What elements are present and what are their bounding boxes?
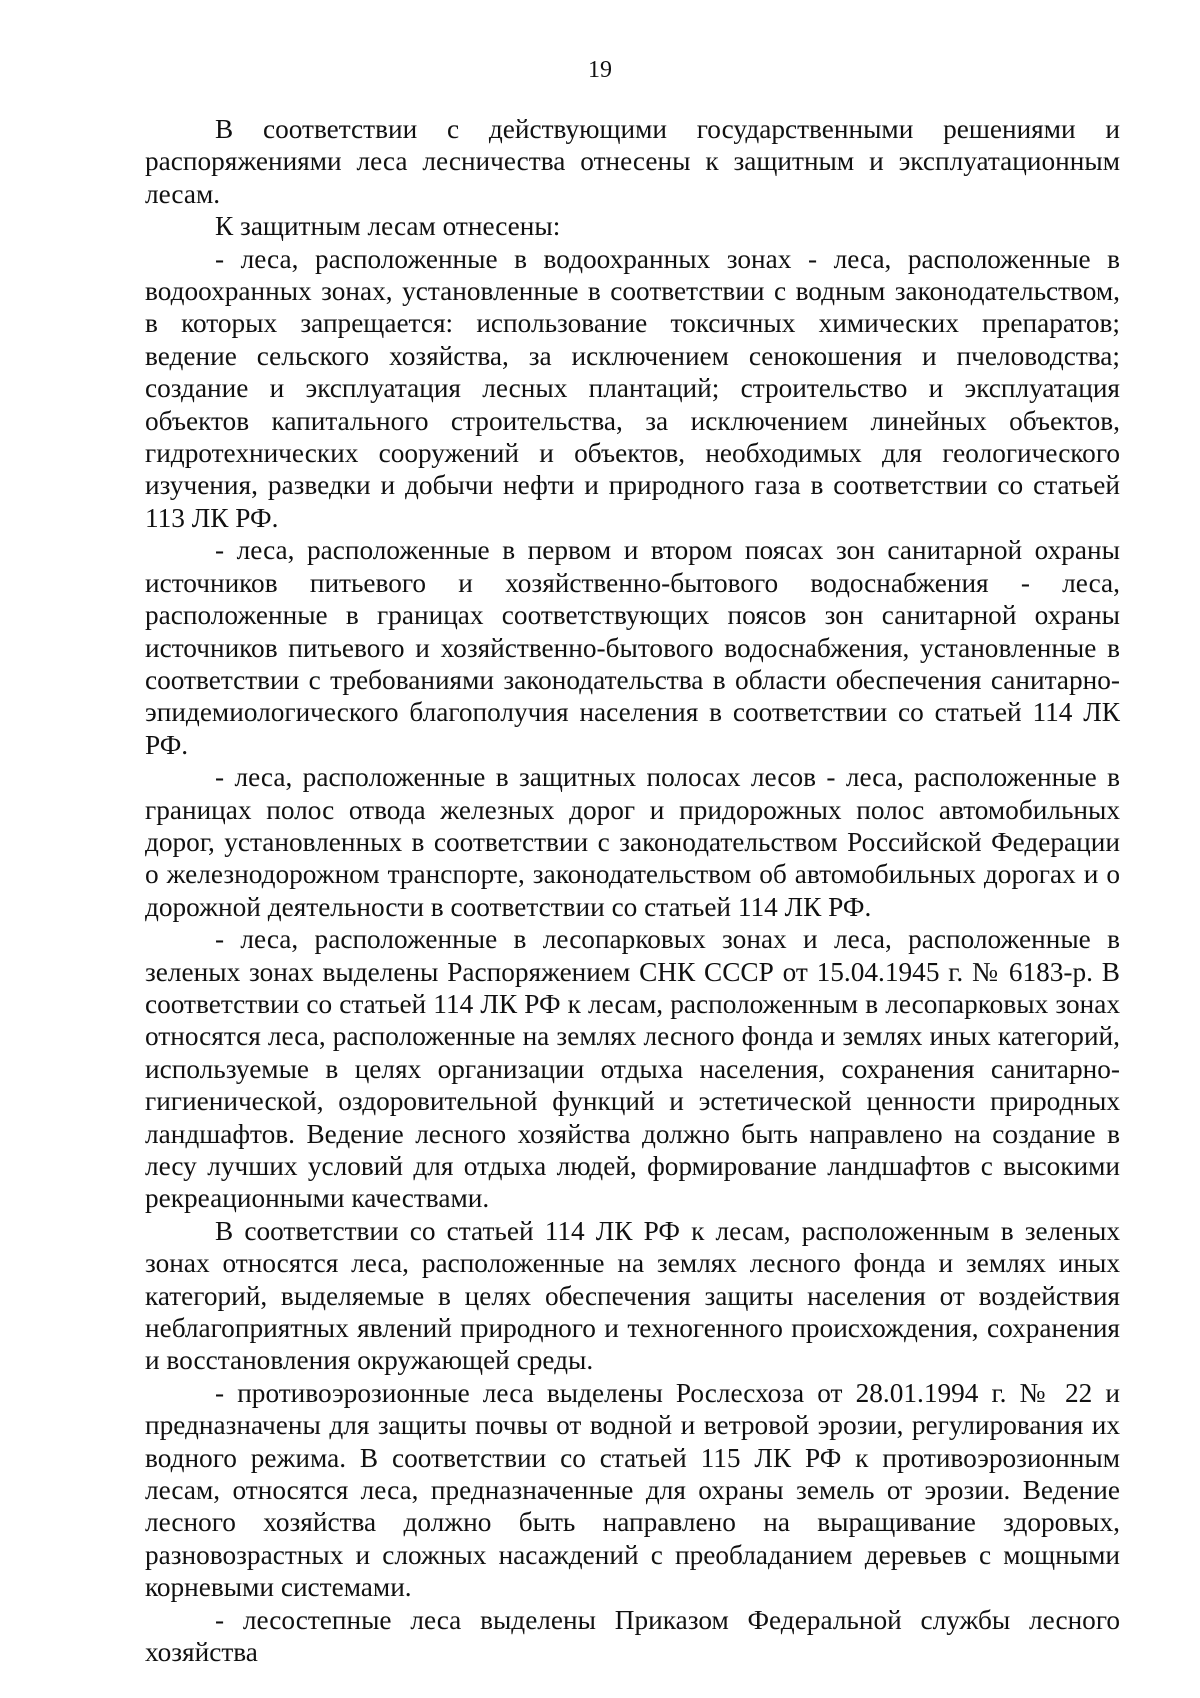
page-number: 19 xyxy=(588,57,612,83)
paragraph-sanitary-protection-zones: - леса, расположенные в первом и втором поясах зон санитарной охраны источников питьевого и хозяйственно-бытового водоснабжения - леса, расположенные в границах соответствующих поясов зон санитарной охраны источников питьевого и хозяйственно-бытового водоснабжения, установленные в соответствии с требованиями законодательства в области обеспечения санитарно-эпидемиологического благополучия населения в соответствии со статьей 114 ЛК РФ. xyxy=(145,535,1120,760)
paragraph-forest-park-zones: - леса, расположенные в лесопарковых зонах и леса, расположенные в зеленых зонах выделены Распоряжением СНК СССР от 15.04.1945 г. № 6183-р. В соответствии со статьей 114 ЛК РФ к лесам, расположенным в лесопарковых зонах относятся леса, расположенные на землях лесного фонда и землях иных категорий, используемые в целях организации отдыха населения, сохранения санитарно-гигиенической, оздоровительной функций и эстетической ценности природных ландшафтов. Ведение лесного хозяйства должно быть направлено на создание в лесу лучших условий для отдыха людей, формирование ландшафтов с высокими рекреационными качествами. xyxy=(145,924,1120,1214)
paragraph-water-protection-zones: - леса, расположенные в водоохранных зонах - леса, расположенные в водоохранных зонах, установленные в соответствии с водным законодательством, в которых запрещается: использование токсичных химических препаратов; ведение сельского хозяйства, за исключением сенокошения и пчеловодства; создание и эксплуатация лесных плантаций; строительство и эксплуатация объектов капитального строительства, за исключением линейных объектов, гидротехнических сооружений и объектов, необходимых для геологического изучения, разведки и добычи нефти и природного газа в соответствии со статьей 113 ЛК РФ. xyxy=(145,243,1120,533)
document-body xyxy=(145,113,1120,1669)
paragraph-protective-forests-intro: К защитным лесам отнесены: xyxy=(215,211,561,242)
paragraph-forest-steppe-forests: - лесостепные леса выделены Приказом Федеральной службы лесного хозяйства xyxy=(145,1604,1120,1668)
paragraph-forest-classification: В соответствии с действующими государственными решениями и распоряжениями леса лесничества отнесены к защитным и эксплуатационным лесам. xyxy=(145,114,1120,209)
paragraph-protective-strips: - леса, расположенные в защитных полосах лесов - леса, расположенные в границах полос отвода железных дорог и придорожных полос автомобильных дорог, установленных в соответствии с законодательством Российской Федерации о железнодорожном транспорте, законодательством об автомобильных дорогах и о дорожной деятельности в соответствии со статьей 114 ЛК РФ. xyxy=(145,762,1120,922)
paragraph-green-zones: В соответствии со статьей 114 ЛК РФ к лесам, расположенным в зеленых зонах относятся леса, расположенные на землях лесного фонда и землях иных категорий, выделяемые в целях обеспечения защиты населения от воздействия неблагоприятных явлений природного и техногенного происхождения, сохранения и восстановления окружающей среды. xyxy=(145,1215,1120,1376)
paragraph-anti-erosion-forests: - противоэрозионные леса выделены Рослесхоза от 28.01.1994 г. № 22 и предназначены для защиты почвы от водной и ветровой эрозии, регулирования их водного режима. В соответствии со статьей 115 ЛК РФ к противоэрозионным лесам, относятся леса, предназначенные для охраны земель от эрозии. Ведение лесного хозяйства должно быть направлено на выращивание здоровых, разновозрастных и сложных насаждений с преобладанием деревьев с мощными корневыми системами. xyxy=(145,1377,1120,1603)
